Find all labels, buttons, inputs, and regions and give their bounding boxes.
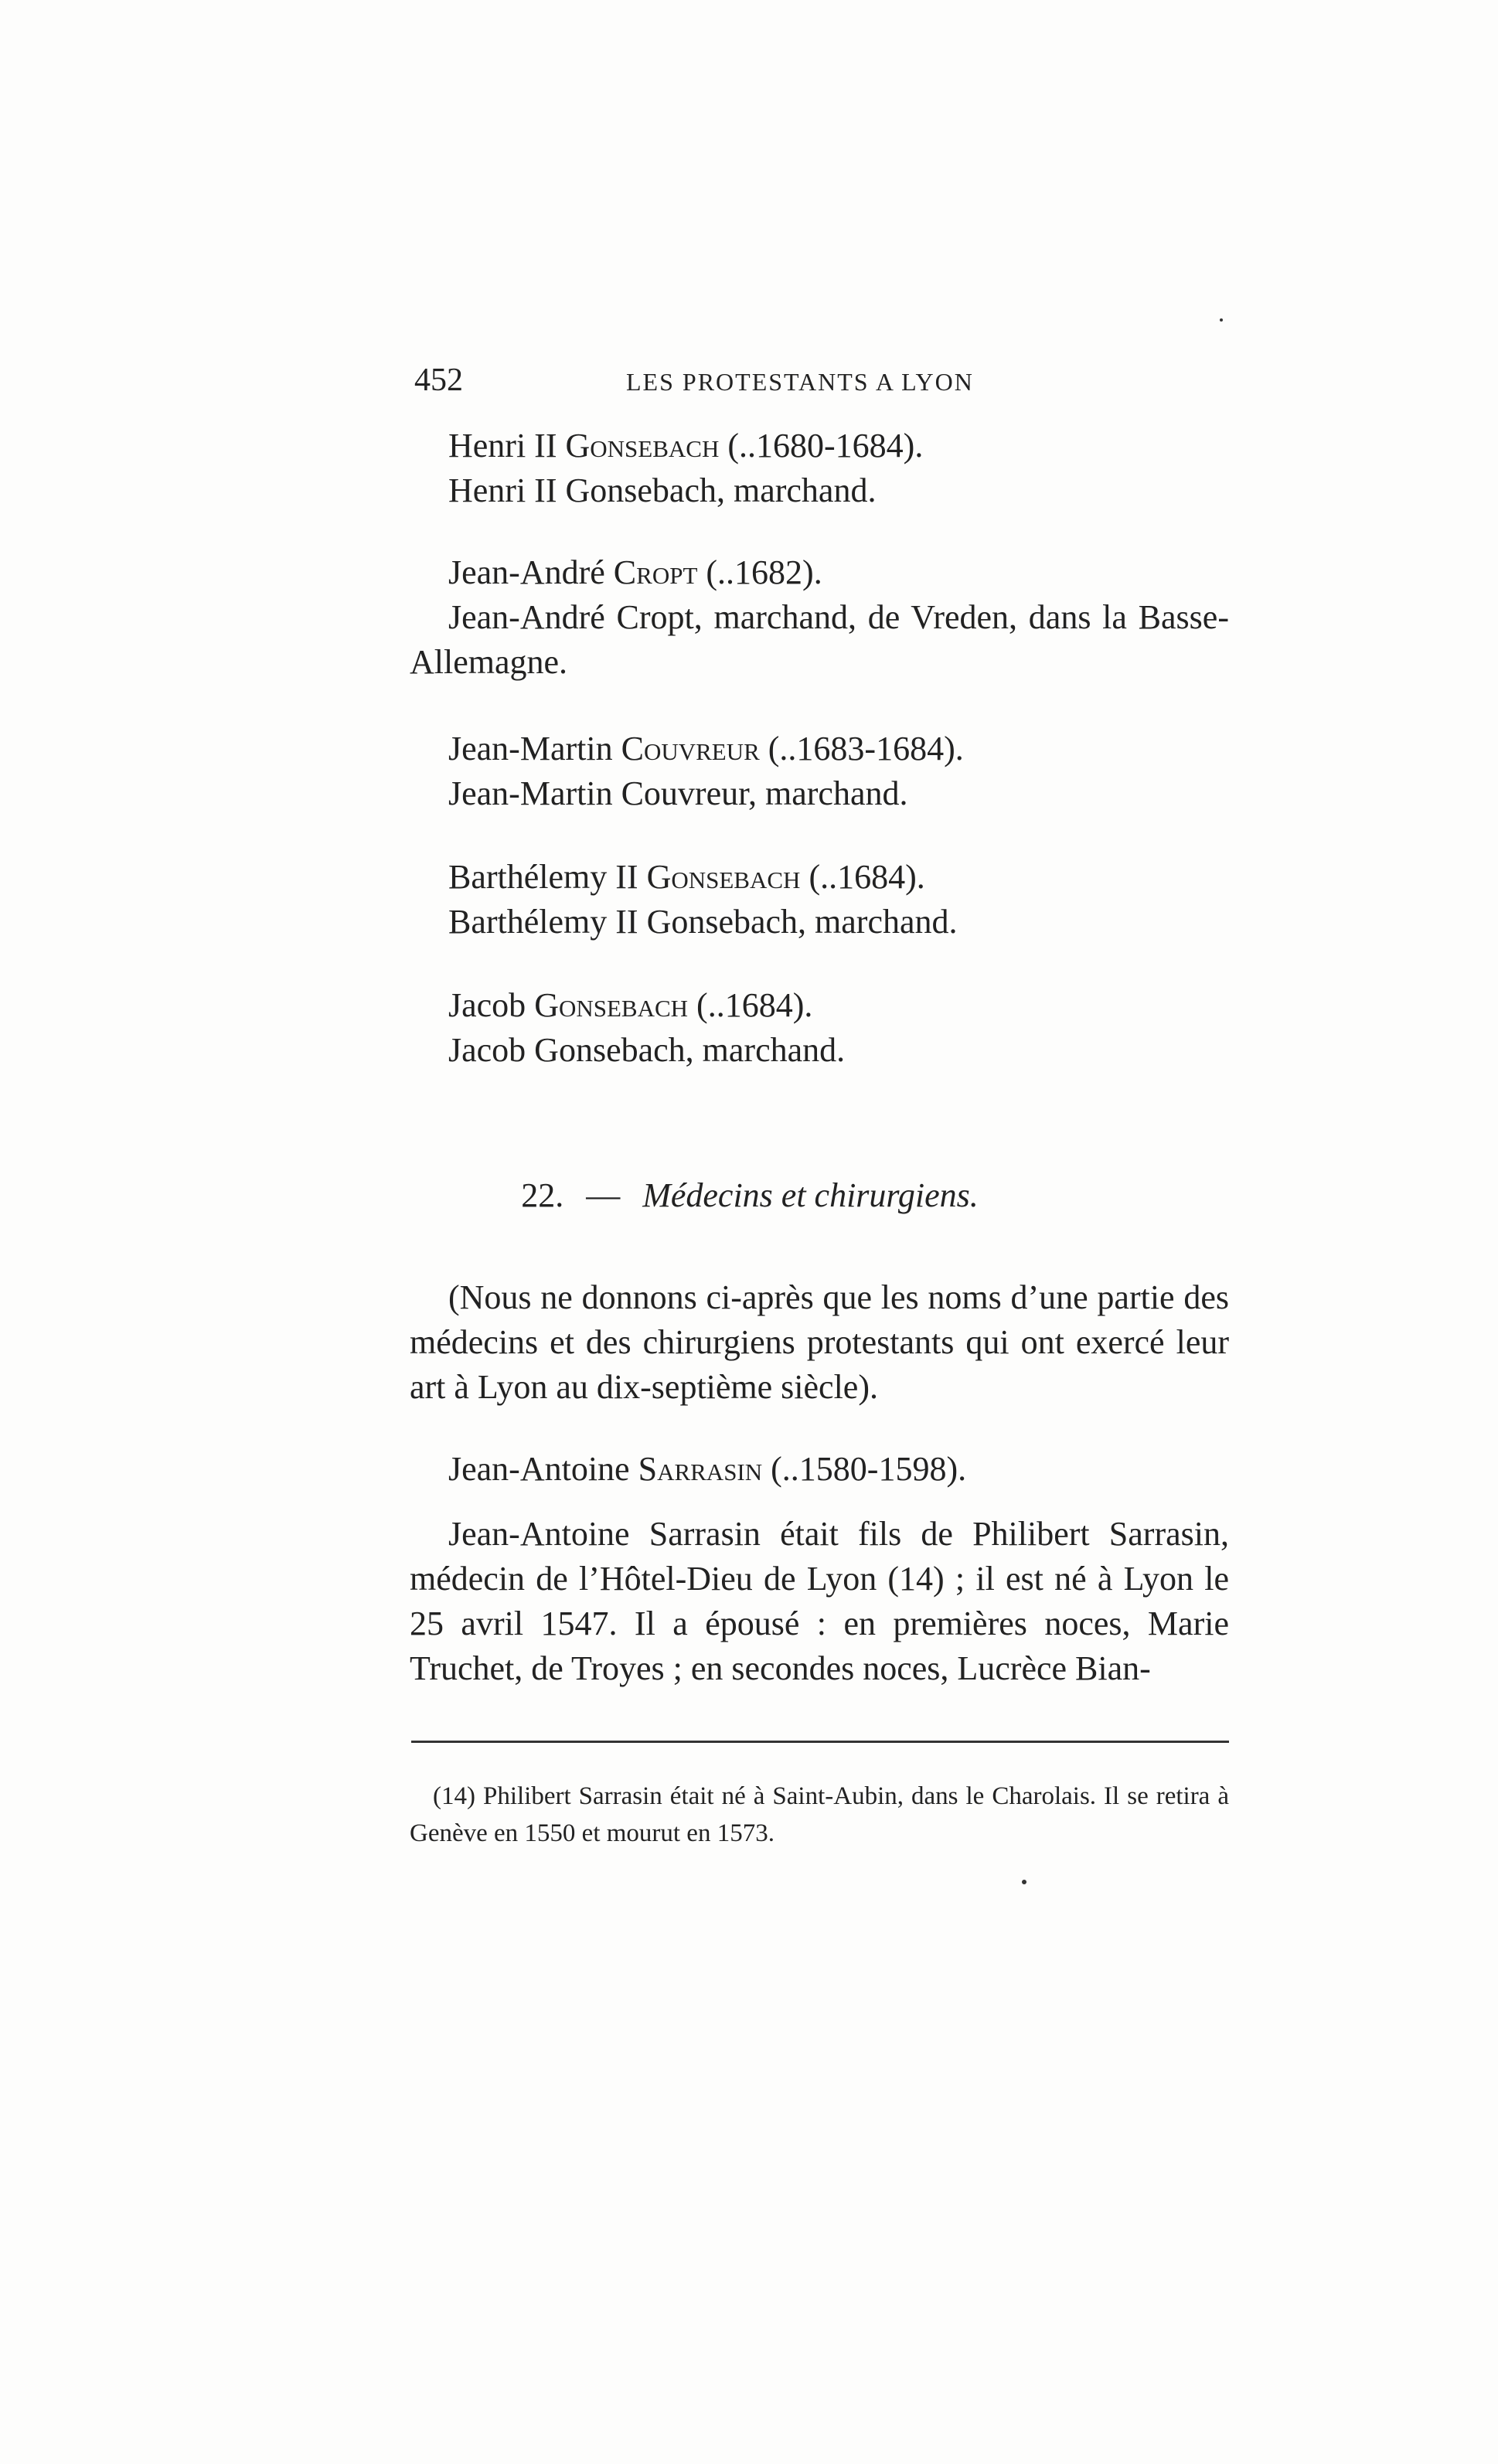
- scan-speck: [1220, 318, 1223, 322]
- entry-description: Jean-Martin Couvreur, marchand.: [448, 774, 908, 812]
- scan-speck: [1022, 1880, 1026, 1884]
- entry-heading: Jean-André Cropt (..1682).: [448, 553, 822, 591]
- entry-description: Barthélemy II Gonsebach, marchand.: [448, 903, 958, 941]
- entry-heading: Barthélemy II Gonsebach (..1684).: [448, 858, 925, 896]
- intro-paragraph: (Nous ne donnons ci-après que les noms d’une partie des médecins et des chirurgiens protestants qui ont exercé leur art à Lyon au dix-septième siècle).: [410, 1278, 1229, 1406]
- section-title: Médecins et chirurgiens.: [642, 1176, 979, 1214]
- entry-jean-andre-cropt: [410, 550, 1229, 685]
- surname: Couvreur: [621, 730, 760, 767]
- entry-heading: Jean-Antoine Sarrasin (..1580-1598).: [448, 1450, 967, 1488]
- section-heading: [340, 1173, 1159, 1218]
- surname: Gonsebach: [534, 986, 689, 1024]
- entry-description: Henri II Gonsebach, marchand.: [448, 471, 877, 509]
- entry-heading: Jean-Martin Couvreur (..1683-1684).: [448, 730, 964, 767]
- surname: Sarrasin: [638, 1450, 763, 1488]
- section-number: 22.: [521, 1176, 564, 1214]
- surname: Cropt: [613, 553, 698, 591]
- entry-jean-antoine-sarrasin: [410, 1447, 1229, 1492]
- footnote-rule: [411, 1741, 1229, 1743]
- footnote: (14) Philibert Sarrasin était né à Saint-Aubin, dans le Charolais. Il se retira à Genève en 1550 et mourut en 1573.: [410, 1782, 1229, 1847]
- entry-barthelemy-gonsebach: [410, 855, 1229, 944]
- entry-henri-gonsebach: [410, 424, 1229, 513]
- entry-heading: Henri II Gonsebach (..1680-1684).: [448, 427, 924, 465]
- section-dash: —: [586, 1176, 621, 1214]
- page-number: 452: [414, 362, 463, 398]
- entry-jacob-gonsebach: [410, 983, 1229, 1073]
- entry-description: Jacob Gonsebach, marchand.: [448, 1031, 846, 1069]
- running-head: [410, 362, 1229, 408]
- entry-jean-martin-couvreur: [410, 727, 1229, 816]
- entry-heading: Jacob Gonsebach (..1684).: [448, 986, 813, 1024]
- sarrasin-paragraph: Jean-Antoine Sarrasin était fils de Philibert Sarrasin, médecin de l’Hôtel-Dieu de Lyon (14) ; il est né à Lyon le 25 avril 1547. Il a épousé : en premières noces, Marie Truchet, de Troyes ; en secondes noces, Lucrèce Bian-: [410, 1515, 1229, 1687]
- entry-description: Jean-André Cropt, marchand, de Vreden, dans la Basse-Allemagne.: [410, 598, 1229, 681]
- surname: Gonsebach: [646, 858, 801, 896]
- surname: Gonsebach: [565, 427, 720, 465]
- running-title: LES PROTESTANTS A LYON: [626, 368, 974, 396]
